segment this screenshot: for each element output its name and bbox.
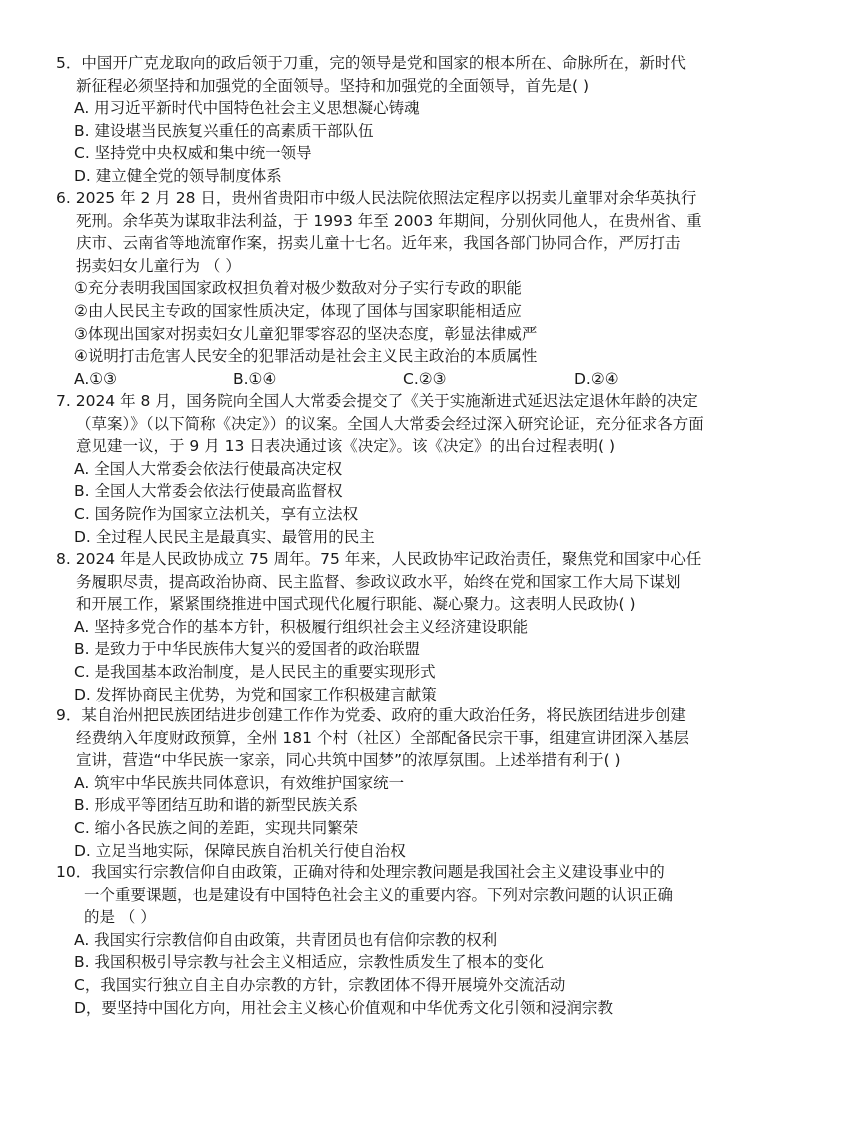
option-d: D. 建立健全党的领导制度体系: [74, 166, 282, 185]
choice-d: D.②④: [574, 369, 619, 388]
choice-b: B.①④: [233, 369, 277, 388]
option-c: C，我国实行独立自主自办宗教的方针，宗教团体不得开展境外交流活动: [74, 975, 566, 994]
statement-3: ③体现出国家对拐卖妇女儿童犯罪零容忍的坚决态度，彰显法律威严: [74, 324, 538, 343]
question-6: [56, 187, 766, 390]
option-d: D. 全过程人民民主是最真实、最管用的民主: [74, 527, 375, 546]
question-7: [56, 390, 766, 548]
question-stem-line: 拐卖妇女儿童行为 （ ）: [76, 256, 241, 275]
question-stem-line: 意见建一议，于 9 月 13 日表决通过该《决定》。该《决定》的出台过程表明( ): [76, 437, 616, 456]
option-d: D. 立足当地实际，保障民族自治机关行使自治权: [74, 841, 406, 860]
question-stem-line: 庆市、云南省等地流窜作案，拐卖儿童十七名。近年来，我国各部门协同合作，严厉打击: [76, 234, 681, 253]
option-c: C. 国务院作为国家立法机关，享有立法权: [74, 504, 359, 523]
option-a: A. 我国实行宗教信仰自由政策，共青团员也有信仰宗教的权利: [74, 930, 498, 949]
option-b: B. 我国积极引导宗教与社会主义相适应，宗教性质发生了根本的变化: [74, 953, 544, 972]
statement-1: ①充分表明我国国家政权担负着对极少数敌对分子实行专政的职能: [74, 279, 522, 298]
option-a: A. 筑牢中华民族共同体意识，有效维护国家统一: [74, 773, 405, 792]
question-stem-line: 死刑。余华英为谋取非法利益，于 1993 年至 2003 年期间，分别伙同他人，在贵州省、重: [76, 211, 702, 230]
question-stem-line: 9．某自治州把民族团结进步创建工作作为党委、政府的重大政治任务，将民族团结进步创建: [56, 706, 686, 724]
choice-a: A.①③: [74, 369, 118, 388]
option-c: C. 坚持党中央权威和集中统一领导: [74, 144, 312, 163]
option-d: D. 发挥协商民主优势，为党和国家工作积极建言献策: [74, 685, 437, 704]
question-5: [56, 52, 766, 188]
question-stem-line: 一个重要课题，也是建设有中国特色社会主义的重要内容。下列对宗教问题的认识正确: [84, 885, 674, 904]
question-stem-line: 10．我国实行宗教信仰自由政策，正确对待和处理宗教问题是我国社会主义建设事业中的: [56, 863, 665, 881]
option-a: A. 全国人大常委会依法行使最高决定权: [74, 459, 343, 478]
question-stem-line: 7. 2024 年 8 月，国务院向全国人大常委会提交了《关于实施渐进式延迟法定退休年龄的决定: [56, 392, 698, 410]
question-stem-line: 8. 2024 年是人民政协成立 75 周年。75 年来，人民政协牢记政治责任，聚焦党和国家中心任: [56, 550, 702, 568]
statement-2: ②由人民民主专政的国家性质决定，体现了国体与国家职能相适应: [74, 301, 522, 320]
choice-row: [56, 368, 766, 391]
option-c: C. 缩小各民族之间的差距，实现共同繁荣: [74, 818, 359, 837]
question-stem-line: 5．中国开广克龙取向的政后领于刀重，完的领导是党和国家的根本所在、命脉所在，新时代: [56, 54, 686, 72]
option-b: B. 全国人大常委会依法行使最高监督权: [74, 482, 343, 501]
option-b: B. 建设堪当民族复兴重任的高素质干部队伍: [74, 121, 374, 140]
question-stem-line: （草案）》（以下简称《决定》）的议案。全国人大常委会经过深入研究论证，充分征求各方面: [76, 414, 704, 433]
question-stem-line: 和开展工作，紧紧围绕推进中国式现代化履行职能、凝心聚力。这表明人民政协( ): [76, 595, 636, 614]
question-stem-line: 经费纳入年度财政预算，全州 181 个村（社区）全部配备民宗干事，组建宣讲团深入基层: [76, 728, 689, 747]
question-stem-line: 务履职尽责，提高政治协商、民主监督、参政议政水平，始终在党和国家工作大局下谋划: [76, 572, 681, 591]
question-9: [56, 704, 766, 862]
option-d: D，要坚持中国化方向，用社会主义核心价值观和中华优秀文化引领和浸润宗教: [74, 998, 613, 1017]
option-b: B. 形成平等团结互助和谐的新型民族关系: [74, 796, 358, 815]
option-a: A. 用习近平新时代中国特色社会主义思想凝心铸魂: [74, 99, 420, 118]
statement-4: ④说明打击危害人民安全的犯罪活动是社会主义民主政治的本质属性: [74, 347, 538, 366]
option-c: C. 是我国基本政治制度，是人民民主的重要实现形式: [74, 662, 436, 681]
question-stem-line: 宣讲，营造“中华民族一家亲，同心共筑中国梦”的浓厚氛围。上述举措有利于( ): [76, 751, 621, 770]
question-10: [56, 861, 766, 1019]
question-stem-line: 的是 （ ）: [84, 908, 156, 927]
question-stem-line: 6. 2025 年 2 月 28 日，贵州省贵阳市中级人民法院依照法定程序以拐卖儿童罪对余华英执行: [56, 189, 697, 207]
question-8: [56, 548, 766, 706]
choice-c: C.②③: [403, 369, 447, 388]
option-a: A. 坚持多党合作的基本方针，积极履行组织社会主义经济建设职能: [74, 617, 529, 636]
option-b: B. 是致力于中华民族伟大复兴的爱国者的政治联盟: [74, 640, 420, 659]
question-stem-line: 新征程必须坚持和加强党的全面领导。坚持和加强党的全面领导，首先是( ): [76, 76, 590, 95]
